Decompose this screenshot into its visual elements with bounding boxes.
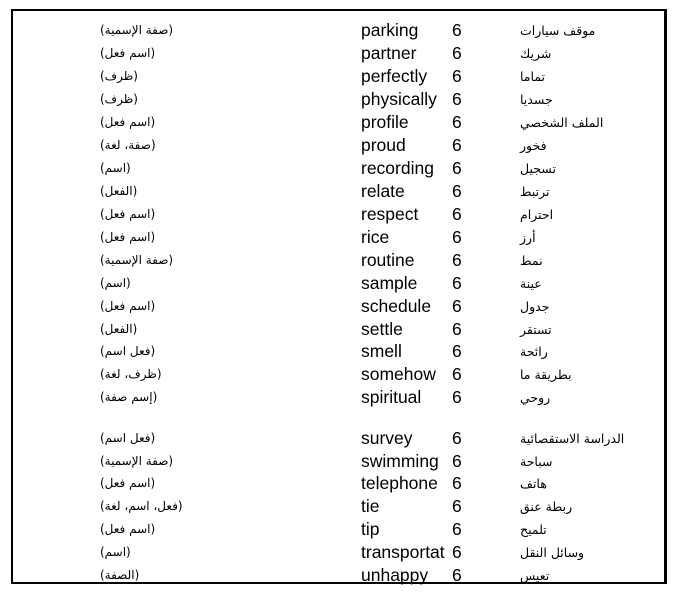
level-number: 6: [452, 112, 462, 132]
arabic-translation: الملف الشخصي: [520, 115, 604, 130]
english-word: unhappy: [361, 565, 429, 585]
arabic-translation: سباحة: [520, 454, 553, 469]
table-row: [0, 88, 679, 111]
part-of-speech: (صفة، لغة): [100, 138, 156, 152]
table-row: [0, 450, 679, 473]
table-row: [0, 363, 679, 386]
table-row: [0, 111, 679, 134]
arabic-translation: شريك: [520, 46, 552, 61]
english-word: tip: [361, 519, 380, 539]
arabic-translation: روحي: [520, 390, 551, 405]
part-of-speech: (الفعل): [100, 184, 138, 198]
level-number: 6: [452, 204, 462, 224]
english-word: spiritual: [361, 387, 422, 407]
english-word: transportat: [361, 542, 445, 562]
english-word: somehow: [361, 364, 436, 384]
arabic-translation: تستقر: [520, 322, 552, 337]
table-row: [0, 203, 679, 226]
part-of-speech: (اسم فعل): [100, 207, 156, 221]
arabic-translation: الدراسة الاستقصائية: [520, 431, 625, 446]
english-word: physically: [361, 89, 437, 109]
arabic-translation: عينة: [520, 276, 542, 291]
arabic-translation: ترتبط: [520, 184, 550, 199]
table-row: [0, 42, 679, 65]
arabic-translation: بطريقة ما: [520, 367, 572, 382]
part-of-speech: (فعل اسم): [100, 344, 156, 358]
english-word: perfectly: [361, 66, 428, 86]
part-of-speech: (صفة الإسمية): [100, 23, 174, 37]
part-of-speech: (اسم): [100, 545, 131, 559]
table-row: [0, 19, 679, 42]
english-word: routine: [361, 250, 415, 270]
level-number: 6: [452, 158, 462, 178]
english-word: swimming: [361, 451, 439, 471]
level-number: 6: [452, 66, 462, 86]
arabic-translation: وسائل النقل: [520, 545, 585, 560]
arabic-translation: تسجيل: [520, 161, 556, 176]
arabic-translation: أرز: [520, 230, 536, 245]
level-number: 6: [452, 273, 462, 293]
level-number: 6: [452, 20, 462, 40]
arabic-translation: تماما: [520, 69, 546, 84]
arabic-translation: جدول: [520, 299, 550, 314]
english-word: tie: [361, 496, 380, 516]
arabic-translation: موقف سيارات: [520, 23, 596, 38]
part-of-speech: (الصفة): [100, 568, 140, 582]
level-number: 6: [452, 250, 462, 270]
arabic-translation: رائحة: [520, 344, 548, 359]
english-word: sample: [361, 273, 418, 293]
english-word: proud: [361, 135, 406, 155]
level-number: 6: [452, 565, 462, 585]
english-word: recording: [361, 158, 434, 178]
english-word: smell: [361, 341, 402, 361]
level-number: 6: [452, 89, 462, 109]
arabic-translation: جسديا: [520, 92, 553, 107]
level-number: 6: [452, 387, 462, 407]
table-row: [0, 272, 679, 295]
arabic-translation: احترام: [520, 207, 554, 222]
table-row: [0, 472, 679, 495]
english-word: partner: [361, 43, 417, 63]
level-number: 6: [452, 428, 462, 448]
english-word: survey: [361, 428, 413, 448]
part-of-speech: (اسم فعل): [100, 230, 156, 244]
part-of-speech: (ظرف، لغة): [100, 367, 162, 381]
english-word: profile: [361, 112, 409, 132]
table-row: [0, 541, 679, 564]
part-of-speech: (صفة الإسمية): [100, 253, 174, 267]
part-of-speech: (إسم صفة): [100, 390, 158, 404]
level-number: 6: [452, 519, 462, 539]
part-of-speech: (ظرف): [100, 69, 138, 83]
table-row: [0, 134, 679, 157]
english-word: rice: [361, 227, 390, 247]
part-of-speech: (اسم فعل): [100, 522, 156, 536]
arabic-translation: ربطة عنق: [520, 499, 573, 514]
level-number: 6: [452, 227, 462, 247]
part-of-speech: (الفعل): [100, 322, 138, 336]
level-number: 6: [452, 135, 462, 155]
arabic-translation: نمط: [520, 253, 543, 268]
table-row: [0, 386, 679, 409]
level-number: 6: [452, 341, 462, 361]
table-row: [0, 157, 679, 180]
english-word: respect: [361, 204, 419, 224]
table-row: [0, 226, 679, 249]
level-number: 6: [452, 364, 462, 384]
part-of-speech: (اسم): [100, 276, 131, 290]
part-of-speech: (فعل، اسم، لغة): [100, 499, 183, 513]
part-of-speech: (فعل اسم): [100, 431, 156, 445]
level-number: 6: [452, 319, 462, 339]
part-of-speech: (صفة الإسمية): [100, 454, 174, 468]
level-number: 6: [452, 181, 462, 201]
part-of-speech: (اسم): [100, 161, 131, 175]
arabic-translation: تلميح: [520, 522, 547, 537]
table-row: [0, 564, 679, 587]
english-word: relate: [361, 181, 405, 201]
table-row: [0, 295, 679, 318]
english-word: telephone: [361, 473, 438, 493]
table-row: [0, 249, 679, 272]
part-of-speech: (اسم فعل): [100, 476, 156, 490]
level-number: 6: [452, 451, 462, 471]
table-row: [0, 340, 679, 363]
table-row: [0, 518, 679, 541]
arabic-translation: فخور: [520, 138, 547, 153]
level-number: 6: [452, 473, 462, 493]
english-word: schedule: [361, 296, 432, 316]
english-word: parking: [361, 20, 419, 40]
table-row: [0, 318, 679, 341]
level-number: 6: [452, 43, 462, 63]
table-row: [0, 65, 679, 88]
level-number: 6: [452, 496, 462, 516]
level-number: 6: [452, 296, 462, 316]
part-of-speech: (اسم فعل): [100, 299, 156, 313]
english-word: settle: [361, 319, 403, 339]
part-of-speech: (اسم فعل): [100, 46, 156, 60]
table-row: [0, 427, 679, 450]
arabic-translation: تعيس: [520, 568, 550, 583]
level-number: 6: [452, 542, 462, 562]
table-row: [0, 495, 679, 518]
part-of-speech: (ظرف): [100, 92, 138, 106]
arabic-translation: هاتف: [520, 476, 547, 491]
part-of-speech: (اسم فعل): [100, 115, 156, 129]
table-row: [0, 180, 679, 203]
